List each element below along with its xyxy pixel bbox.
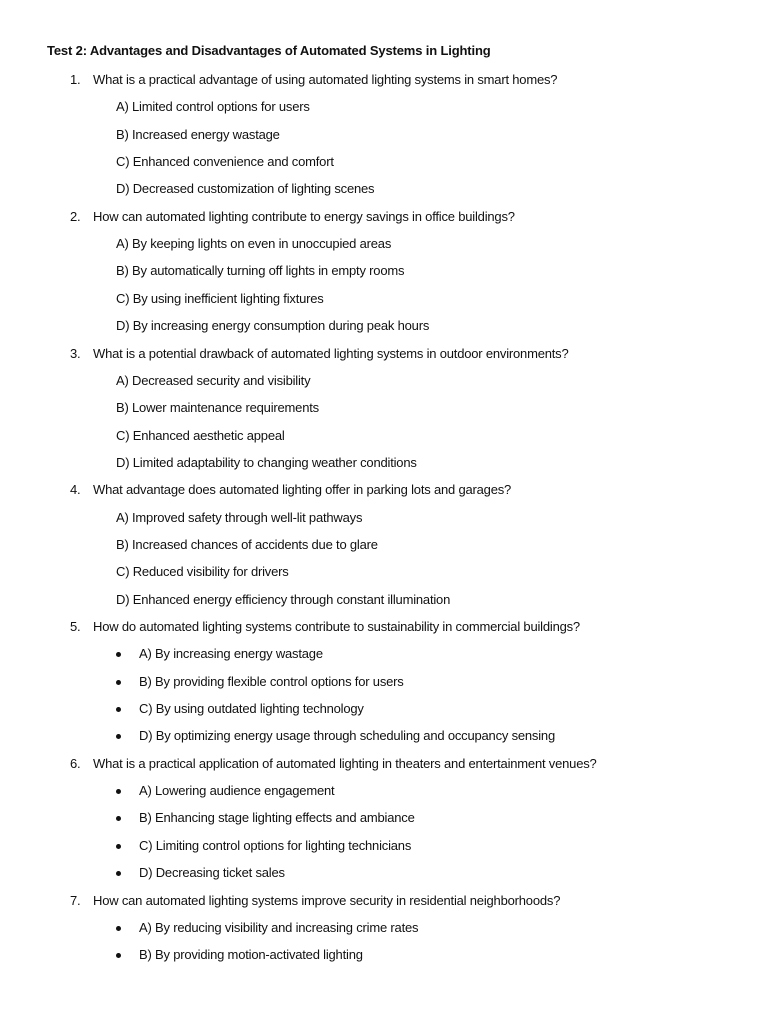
answer-option-text: D) Limited adaptability to changing weather conditions bbox=[116, 454, 417, 470]
question-text: What is a practical application of automated lighting in theaters and entertainment venues? bbox=[93, 755, 597, 771]
answer-option-text: B) Increased energy wastage bbox=[116, 126, 280, 142]
answer-option-text: B) Increased chances of accidents due to glare bbox=[116, 536, 378, 552]
question-number: 2. bbox=[70, 208, 81, 224]
answer-option-text: D) By optimizing energy usage through scheduling and occupancy sensing bbox=[139, 728, 555, 744]
question-text: How do automated lighting systems contribute to sustainability in commercial buildings? bbox=[93, 619, 580, 634]
answer-option-text: B) Lower maintenance requirements bbox=[116, 400, 319, 416]
bullet-icon bbox=[116, 734, 121, 739]
answer-option-text: A) Improved safety through well-lit pathways bbox=[116, 509, 363, 525]
answer-option-text: A) By reducing visibility and increasing crime rates bbox=[139, 919, 419, 935]
question-number: 7. bbox=[70, 892, 81, 908]
question-number: 5. bbox=[70, 619, 81, 634]
answer-option-text: D) By increasing energy consumption during peak hours bbox=[116, 318, 430, 334]
answer-option-text: A) Limited control options for users bbox=[116, 99, 310, 115]
answer-option-text: C) Reduced visibility for drivers bbox=[116, 564, 289, 580]
answer-option-text: A) By increasing energy wastage bbox=[139, 646, 323, 662]
bullet-icon bbox=[116, 871, 121, 876]
answer-option-text: A) Decreased security and visibility bbox=[116, 372, 311, 388]
question-number: 3. bbox=[70, 345, 81, 361]
answer-option-text: C) Enhanced aesthetic appeal bbox=[116, 427, 285, 443]
bullet-icon bbox=[116, 816, 121, 821]
answer-option-text: D) Decreasing ticket sales bbox=[139, 865, 285, 881]
answer-option-text: D) Decreased customization of lighting scenes bbox=[116, 181, 375, 197]
answer-option-text: B) By providing motion-activated lighting bbox=[139, 947, 363, 963]
bullet-icon bbox=[116, 926, 121, 931]
question-text: What is a potential drawback of automated lighting systems in outdoor environments? bbox=[93, 345, 569, 361]
test-title: Test 2: Advantages and Disadvantages of Automated Systems in Lighting bbox=[47, 43, 491, 58]
bullet-icon bbox=[116, 789, 121, 794]
answer-option-text: C) Enhanced convenience and comfort bbox=[116, 154, 334, 170]
bullet-icon bbox=[116, 707, 121, 712]
bullet-icon bbox=[116, 953, 121, 958]
bullet-icon bbox=[116, 680, 121, 685]
answer-option-text: C) Limiting control options for lighting technicians bbox=[139, 837, 412, 853]
question-number: 1. bbox=[70, 72, 81, 87]
question-text: What advantage does automated lighting offer in parking lots and garages? bbox=[93, 482, 512, 498]
answer-option-text: A) By keeping lights on even in unoccupied areas bbox=[116, 236, 392, 252]
bullet-icon bbox=[116, 652, 121, 657]
question-text: How can automated lighting systems improve security in residential neighborhoods? bbox=[93, 892, 561, 908]
answer-option-text: C) By using inefficient lighting fixtures bbox=[116, 290, 324, 306]
answer-option-text: B) By providing flexible control options for users bbox=[139, 673, 404, 689]
question-number: 6. bbox=[70, 755, 81, 771]
question-text: What is a practical advantage of using automated lighting systems in smart homes? bbox=[93, 72, 558, 87]
bullet-icon bbox=[116, 844, 121, 849]
answer-option-text: B) Enhancing stage lighting effects and ambiance bbox=[139, 810, 415, 826]
answer-option-text: B) By automatically turning off lights in empty rooms bbox=[116, 263, 405, 279]
question-text: How can automated lighting contribute to energy savings in office buildings? bbox=[93, 208, 515, 224]
question-number: 4. bbox=[70, 482, 81, 498]
answer-option-text: A) Lowering audience engagement bbox=[139, 783, 335, 799]
answer-option-text: C) By using outdated lighting technology bbox=[139, 701, 364, 717]
answer-option-text: D) Enhanced energy efficiency through constant illumination bbox=[116, 591, 451, 607]
